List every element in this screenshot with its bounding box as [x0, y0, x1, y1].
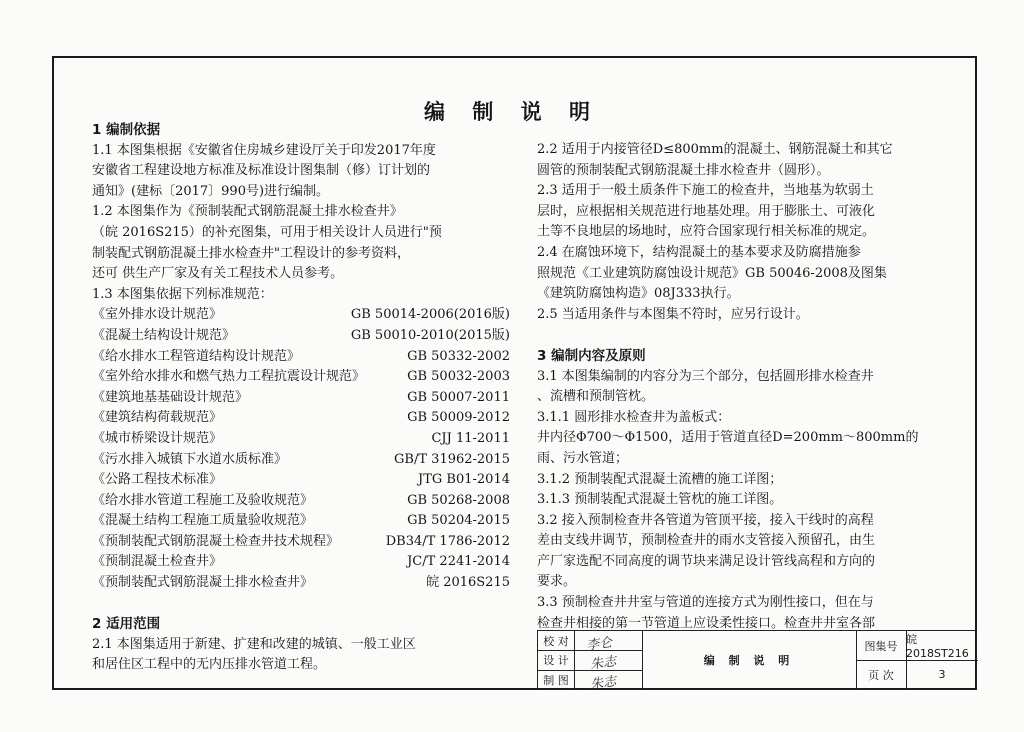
paragraph-line: 《建筑防腐蚀构造》08J333执行。 [537, 286, 740, 302]
paragraph-line: 井内径Φ700～Φ1500，适用于管道直径D=200mm～800mm的 [537, 430, 919, 446]
standard-code: CJJ 11-2011 [431, 430, 510, 446]
standard-code: GB 50204-2015 [407, 513, 510, 529]
standard-code: 皖 2016S215 [426, 575, 510, 591]
page-title: 编 制 说 明 [424, 100, 600, 124]
paragraph-line: 3.3 预制检查井井室与管道的连接方式为刚性接口，但在与 [537, 595, 874, 611]
standard-code: GB 50332-2002 [407, 348, 510, 364]
standard-row [92, 573, 510, 594]
paragraph-line: 要求。 [537, 574, 577, 590]
standard-code: JC/T 2241-2014 [407, 554, 510, 570]
standard-row [92, 326, 510, 347]
standard-row [92, 450, 510, 471]
standard-name: 《公路工程技术标准》 [92, 472, 223, 488]
standard-code: GB 50014-2006(2016版) [350, 307, 510, 323]
paragraph-line: 通知》(建标〔2017〕990号)进行编制。 [92, 183, 330, 199]
standard-name: 《混凝土结构设计规范》 [92, 327, 236, 343]
title-block [537, 630, 977, 693]
checker-signature: 李仑 [585, 635, 614, 654]
standard-name: 《室外给水排水和燃气热力工程抗震设计规范》 [92, 369, 366, 385]
standard-name: 《预制混凝土检查井》 [92, 554, 223, 570]
standard-code: GB 50009-2012 [407, 410, 510, 426]
page-label: 页 次 [868, 668, 894, 682]
paragraph-line: 产厂家选配不同高度的调节块来满足设计管线高程和方向的 [537, 553, 876, 569]
page-number: 3 [938, 668, 946, 681]
standard-row [92, 552, 510, 573]
standard-row [92, 367, 510, 388]
standard-name: 《室外排水设计规范》 [92, 307, 223, 323]
standard-row [92, 305, 510, 326]
paragraph-line: 照规范《工业建筑防腐蚀设计规范》GB 50046-2008及图集 [537, 265, 887, 281]
paragraph-line: 层时，应根据相关规范进行地基处理。用于膨胀土、可液化 [537, 203, 876, 219]
standard-row [92, 532, 510, 553]
standard-name: 《给水排水管道工程施工及验收规范》 [92, 492, 314, 508]
standard-row [92, 491, 510, 512]
section-3-heading: 3 编制内容及原则 [537, 347, 646, 364]
standard-row [92, 388, 510, 409]
standard-name: 《建筑地基基础设计规范》 [92, 389, 249, 405]
paragraph-line: 2.4 在腐蚀环境下，结构混凝土的基本要求及防腐措施参 [537, 244, 861, 260]
paragraph-line: 2.1 本图集适用于新建、扩建和改建的城镇、一般工业区 [92, 636, 416, 652]
paragraph-line: 3.1.1 圆形排水检查井为盖板式： [537, 409, 731, 425]
section-2-heading: 2 适用范围 [92, 616, 161, 633]
paragraph-line: 3.1.2 预制装配式混凝土流槽的施工详图； [537, 471, 783, 487]
paragraph-line: 2.3 适用于一般土质条件下施工的检查井，当地基为软弱土 [537, 183, 874, 199]
paragraph-line: 1.3 本图集依据下列标准规范： [92, 286, 273, 302]
paragraph-line: 3.1.3 预制装配式混凝土管枕的施工详图。 [537, 492, 783, 508]
standard-row [92, 470, 510, 491]
standard-code: JTG B01-2014 [418, 472, 510, 488]
standard-code: GB 50032-2003 [407, 369, 510, 385]
atlas-number-label: 图集号 [864, 639, 898, 653]
atlas-number: 皖2018ST216 [906, 633, 969, 660]
standard-name: 《城市桥梁设计规范》 [92, 430, 223, 446]
paragraph-line: 制装配式钢筋混凝土排水检查井"工程设计的参考资料， [92, 245, 410, 261]
paragraph-line: 1.2 本图集作为《预制装配式钢筋混凝土排水检查井》 [92, 204, 403, 220]
paragraph-line: 土等不良地层的场地时，应符合国家现行相关标准的规定。 [537, 224, 876, 240]
standard-name: 《混凝土结构工程施工质量验收规范》 [92, 513, 314, 529]
paragraph-line: 还可 供生产厂家及有关工程技术人员参考。 [92, 266, 344, 282]
paragraph-line: 安徽省工程建设地方标准及标准设计图集制（修）订计划的 [92, 163, 431, 179]
paragraph-line: 圆管的预制装配式钢筋混凝土排水检查井（圆形）。 [537, 162, 830, 178]
standard-name: 《预制装配式钢筋混凝土排水检查井》 [92, 575, 314, 591]
paragraph-line: 3.1 本图集编制的内容分为三个部分，包括圆形排水检查井 [537, 368, 874, 384]
standard-code: GB 50007-2011 [407, 389, 510, 405]
standard-row [92, 408, 510, 429]
paragraph-line: 2.5 当适用条件与本图集不符时，应另行设计。 [537, 306, 809, 322]
paragraph-line: 、流槽和预制管枕。 [537, 389, 655, 405]
standard-row [92, 347, 510, 368]
standard-name: 《建筑结构荷载规范》 [92, 410, 223, 426]
drawing-title: 编 制 说 明 [703, 654, 795, 667]
standard-name: 《给水排水工程管道结构设计规范》 [92, 348, 301, 364]
paragraph-line: 3.2 接入预制检查井各管道为管顶平接，接入干线时的高程 [537, 512, 874, 528]
drafter-signature: 朱志 [589, 674, 618, 693]
design-label: 设 计 [543, 654, 569, 667]
paragraph-line: 检查井相接的第一节管道上应设柔性接口。检查井井室各部 [537, 615, 876, 631]
standard-row [92, 511, 510, 532]
section-1-heading: 1 编制依据 [92, 122, 161, 138]
standard-code: DB34/T 1786-2012 [385, 533, 510, 549]
standard-row [92, 429, 510, 450]
paragraph-line: 雨、污水管道； [537, 450, 629, 466]
paragraph-line: 2.2 适用于内接管径D≤800mm的混凝土、钢筋混凝土和其它 [537, 142, 893, 157]
standard-code: GB/T 31962-2015 [394, 451, 510, 467]
standard-code: GB 50010-2010(2015版) [350, 327, 510, 343]
paragraph-line: 1.1 本图集根据《安徽省住房城乡建设厅关于印发2017年度 [92, 142, 436, 158]
standard-name: 《预制装配式钢筋混凝土检查井技术规程》 [92, 533, 340, 549]
check-label: 校 对 [543, 634, 569, 648]
paragraph-line: 差由支线井调节，预制检查井的雨水支管接入预留孔，由生 [537, 533, 876, 549]
left-column [92, 120, 510, 676]
standard-name: 《污水排入城镇下水道水质标准》 [92, 451, 288, 467]
right-column [537, 140, 949, 634]
designer-signature: 朱志 [589, 654, 618, 673]
paragraph-line: （皖 2016S215）的补充图集，可用于相关设计人员进行"预 [92, 224, 442, 240]
standard-code: GB 50268-2008 [407, 492, 510, 508]
paragraph-line: 和居住区工程中的无内压排水管道工程。 [92, 657, 327, 673]
draw-label: 制 图 [543, 674, 569, 687]
